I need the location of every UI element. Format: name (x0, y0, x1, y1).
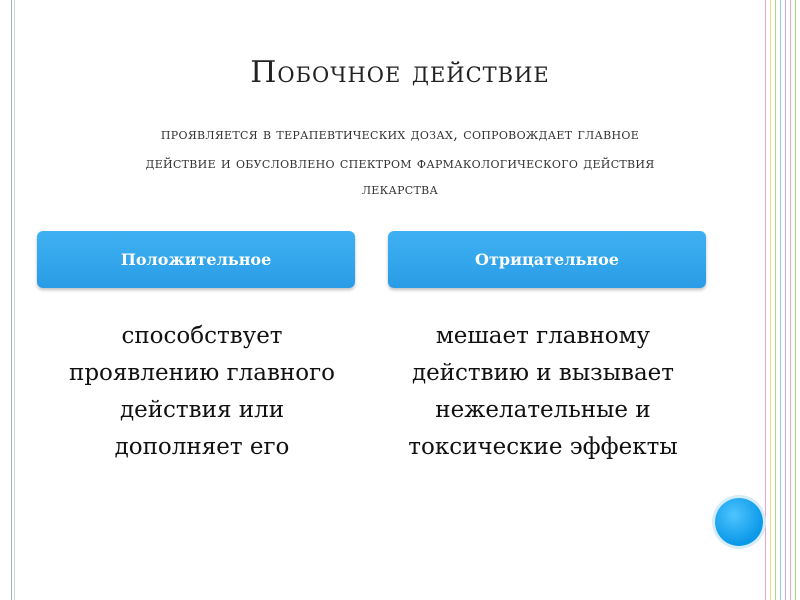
negative-description-line: нежелательные и (435, 397, 651, 423)
right-decorative-stripes (760, 0, 800, 600)
negative-description-line: действию и вызывает (411, 360, 675, 386)
slide-title: Побочное действие (250, 55, 550, 90)
subtitle-line: лекарства (361, 180, 439, 198)
negative-description (378, 318, 708, 466)
subtitle-line: действие и обусловлено спектром фармакологического действия (145, 154, 655, 172)
positive-description-line: способствует (121, 323, 283, 349)
negative-description-line: мешает главному (435, 323, 651, 349)
positive-description (37, 318, 367, 466)
subtitle-line: проявляется в терапевтических дозах, сопровождает главное (160, 125, 640, 143)
positive-label: Положительное (120, 250, 272, 269)
positive-description-line: проявлению главного (69, 360, 335, 386)
left-border-line (11, 0, 12, 600)
positive-description-line: дополняет его (114, 434, 290, 460)
negative-label: Отрицательное (475, 250, 619, 269)
positive-description-line: действия или (119, 397, 285, 423)
positive-label-box (37, 231, 355, 288)
decorative-circle-icon (715, 498, 763, 546)
slide-subtitle (52, 118, 748, 202)
left-border-line-inner (14, 0, 15, 600)
negative-label-box (388, 231, 706, 288)
negative-description-line: токсические эффекты (408, 434, 678, 460)
